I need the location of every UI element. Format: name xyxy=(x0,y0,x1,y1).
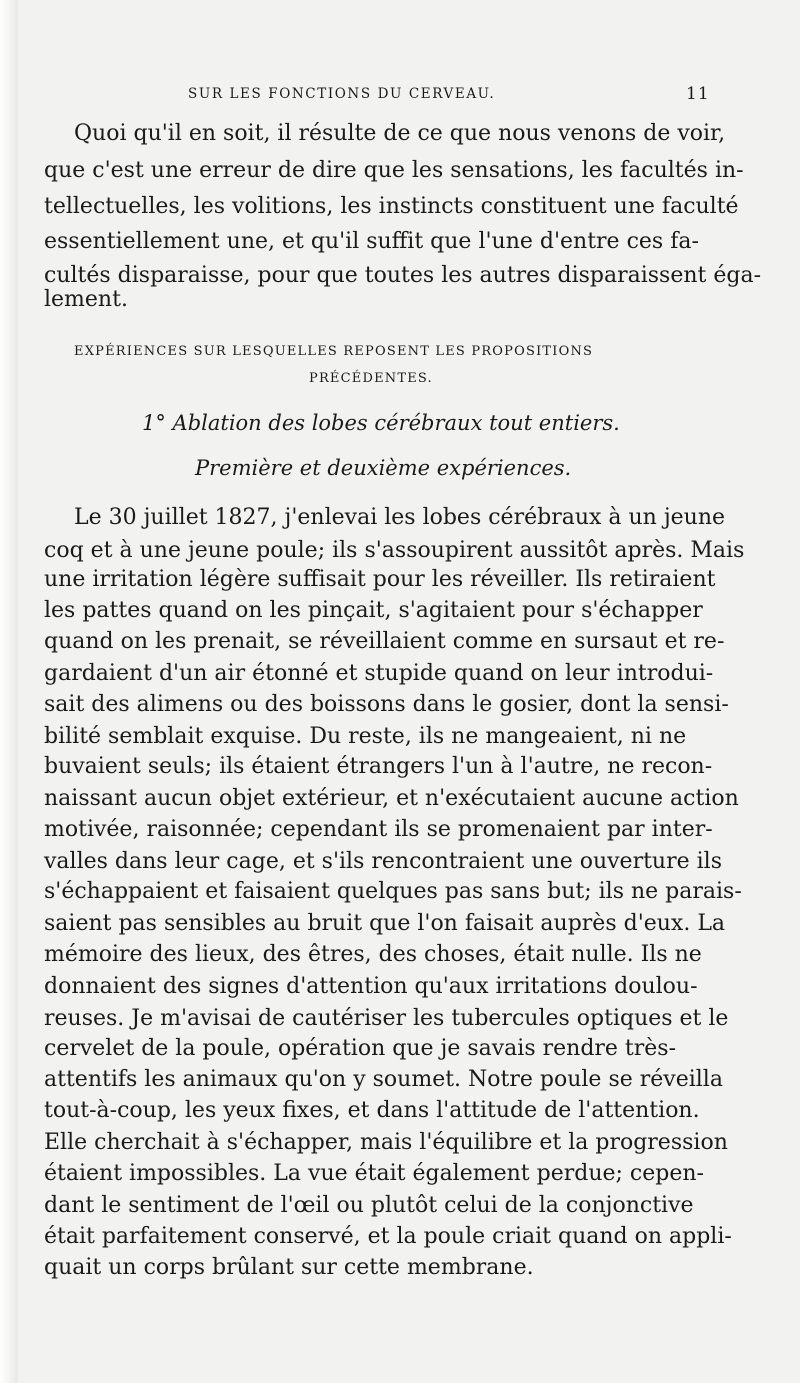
text-line: une irritation légère suffisait pour les réveiller. Ils retiraient xyxy=(44,567,716,592)
text-line: les pattes quand on les pinçait, s'agitaient pour s'échapper xyxy=(44,598,703,623)
text-line: buvaient seuls; ils étaient étrangers l'un à l'autre, ne recon- xyxy=(44,754,713,779)
text-line: quand on les prenait, se réveillaient comme en sursaut et re- xyxy=(44,629,725,654)
text-line: était parfaitement conservé, et la poule criait quand on appli- xyxy=(44,1224,732,1249)
text-line: valles dans leur cage, et s'ils rencontraient une ouverture ils xyxy=(44,849,722,874)
text-line: naissant aucun objet extérieur, et n'exécutaient aucune action xyxy=(44,786,739,811)
text-line: cultés disparaisse, pour que toutes les autres disparaissent éga- xyxy=(44,263,762,288)
text-line: coq et à une jeune poule; ils s'assoupirent aussitôt après. Mais xyxy=(44,538,745,563)
text-line: attentifs les animaux qu'on y soumet. Notre poule se réveilla xyxy=(44,1067,723,1092)
text-line: cervelet de la poule, opération que je savais rendre très- xyxy=(44,1036,677,1061)
subsection-heading: 1° Ablation des lobes cérébraux tout entiers. xyxy=(142,411,620,435)
section-title-line-1: EXPÉRIENCES SUR LESQUELLES REPOSENT LES PROPOSITIONS xyxy=(74,344,594,359)
page-header xyxy=(0,86,800,110)
text-line: dant le sentiment de l'œil ou plutôt celui de la conjonctive xyxy=(44,1193,694,1218)
experiments-heading: Première et deuxième expériences. xyxy=(195,456,572,480)
text-line: étaient impossibles. La vue était également perdue; cepen- xyxy=(44,1161,704,1186)
page-gutter xyxy=(0,0,18,1383)
page-number: 11 xyxy=(686,84,710,104)
text-line: tout-à-coup, les yeux fixes, et dans l'attitude de l'attention. xyxy=(44,1098,700,1123)
text-line: donnaient des signes d'attention qu'aux irritations doulou- xyxy=(44,974,698,999)
text-line: sait des alimens ou des boissons dans le gosier, dont la sensi- xyxy=(44,692,729,717)
text-line: lement. xyxy=(44,287,128,312)
text-line: saient pas sensibles au bruit que l'on faisait auprès d'eux. La xyxy=(44,911,726,936)
text-line: Elle cherchait à s'échapper, mais l'équilibre et la progression xyxy=(44,1130,728,1155)
text-line: essentiellement une, et qu'il suffit que l'une d'entre ces fa- xyxy=(44,229,699,254)
text-line: que c'est une erreur de dire que les sensations, les facultés in- xyxy=(44,158,744,183)
text-line: mémoire des lieux, des êtres, des choses, était nulle. Ils ne xyxy=(44,942,702,967)
text-line: bilité semblait exquise. Du reste, ils ne mangeaient, ni ne xyxy=(44,724,687,749)
text-line: quait un corps brûlant sur cette membrane. xyxy=(44,1255,534,1280)
text-line: reuses. Je m'avisai de cautériser les tubercules optiques et le xyxy=(44,1006,729,1031)
text-line: Le 30 juillet 1827, j'enlevai les lobes cérébraux à un jeune xyxy=(74,505,726,530)
text-line: Quoi qu'il en soit, il résulte de ce que nous venons de voir, xyxy=(74,121,726,146)
running-head: SUR LES FONCTIONS DU CERVEAU. xyxy=(188,86,496,102)
section-title-line-2: PRÉCÉDENTES. xyxy=(309,371,433,386)
text-line: gardaient d'un air étonné et stupide quand on leur introdui- xyxy=(44,661,714,686)
text-line: tellectuelles, les volitions, les instincts constituent une faculté xyxy=(44,194,739,219)
text-line: motivée, raisonnée; cependant ils se promenaient par inter- xyxy=(44,817,713,842)
text-line: s'échappaient et faisaient quelques pas sans but; ils ne parais- xyxy=(44,879,742,904)
